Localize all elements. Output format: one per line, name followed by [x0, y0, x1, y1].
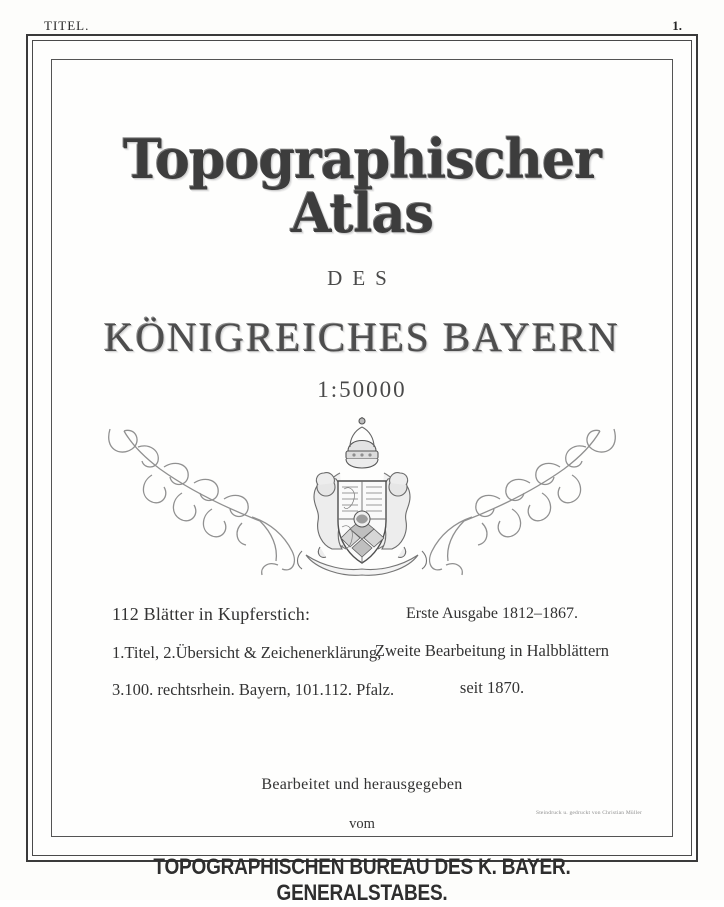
imprint-line-1: Bearbeitet und herausgegeben [261, 776, 463, 794]
edition-columns [78, 605, 646, 718]
page-title: Topographischer Atlas [122, 127, 602, 245]
plate-border-inner [51, 59, 673, 906]
publisher-name: TOPOGRAPHISCHEN BUREAU DES K. BAYER. GENERALSTABES. [153, 855, 571, 906]
title-content [78, 86, 646, 906]
title-kingdom: KÖNIGREICHES BAYERN [104, 314, 620, 360]
coat-of-arms-icon [262, 415, 462, 595]
page-header-label: TITEL. [44, 18, 90, 33]
imprint-block [78, 776, 646, 906]
plate-border-outer [26, 34, 698, 906]
page-number: 1. [672, 18, 682, 33]
sheets-line-3: 3.100. rechtsrhein. Bayern, 101.112. Pfalz. [112, 679, 395, 699]
imprint-line-2: vom [349, 816, 375, 833]
sheets-line-1: 112 Blätter in Kupferstich: [112, 604, 311, 624]
sheets-line-2: 1.Titel, 2.Übersicht & Zeichenerklärung, [112, 642, 382, 662]
printer-credit: Steindruck u. gedruckt von Christian Müller [535, 810, 642, 816]
title-connector: DES [327, 266, 397, 290]
sheets-column [112, 604, 395, 718]
map-scale: 1:50000 [317, 377, 407, 402]
edition-line-2: Zweite Bearbeitung in Halbblättern [374, 640, 610, 660]
edition-column [372, 605, 612, 718]
emblem-area [78, 409, 646, 599]
edition-line-3: seit 1870. [459, 677, 525, 697]
plate-border-middle [32, 40, 692, 906]
edition-line-1: Erste Ausgabe 1812–1867. [406, 605, 578, 622]
